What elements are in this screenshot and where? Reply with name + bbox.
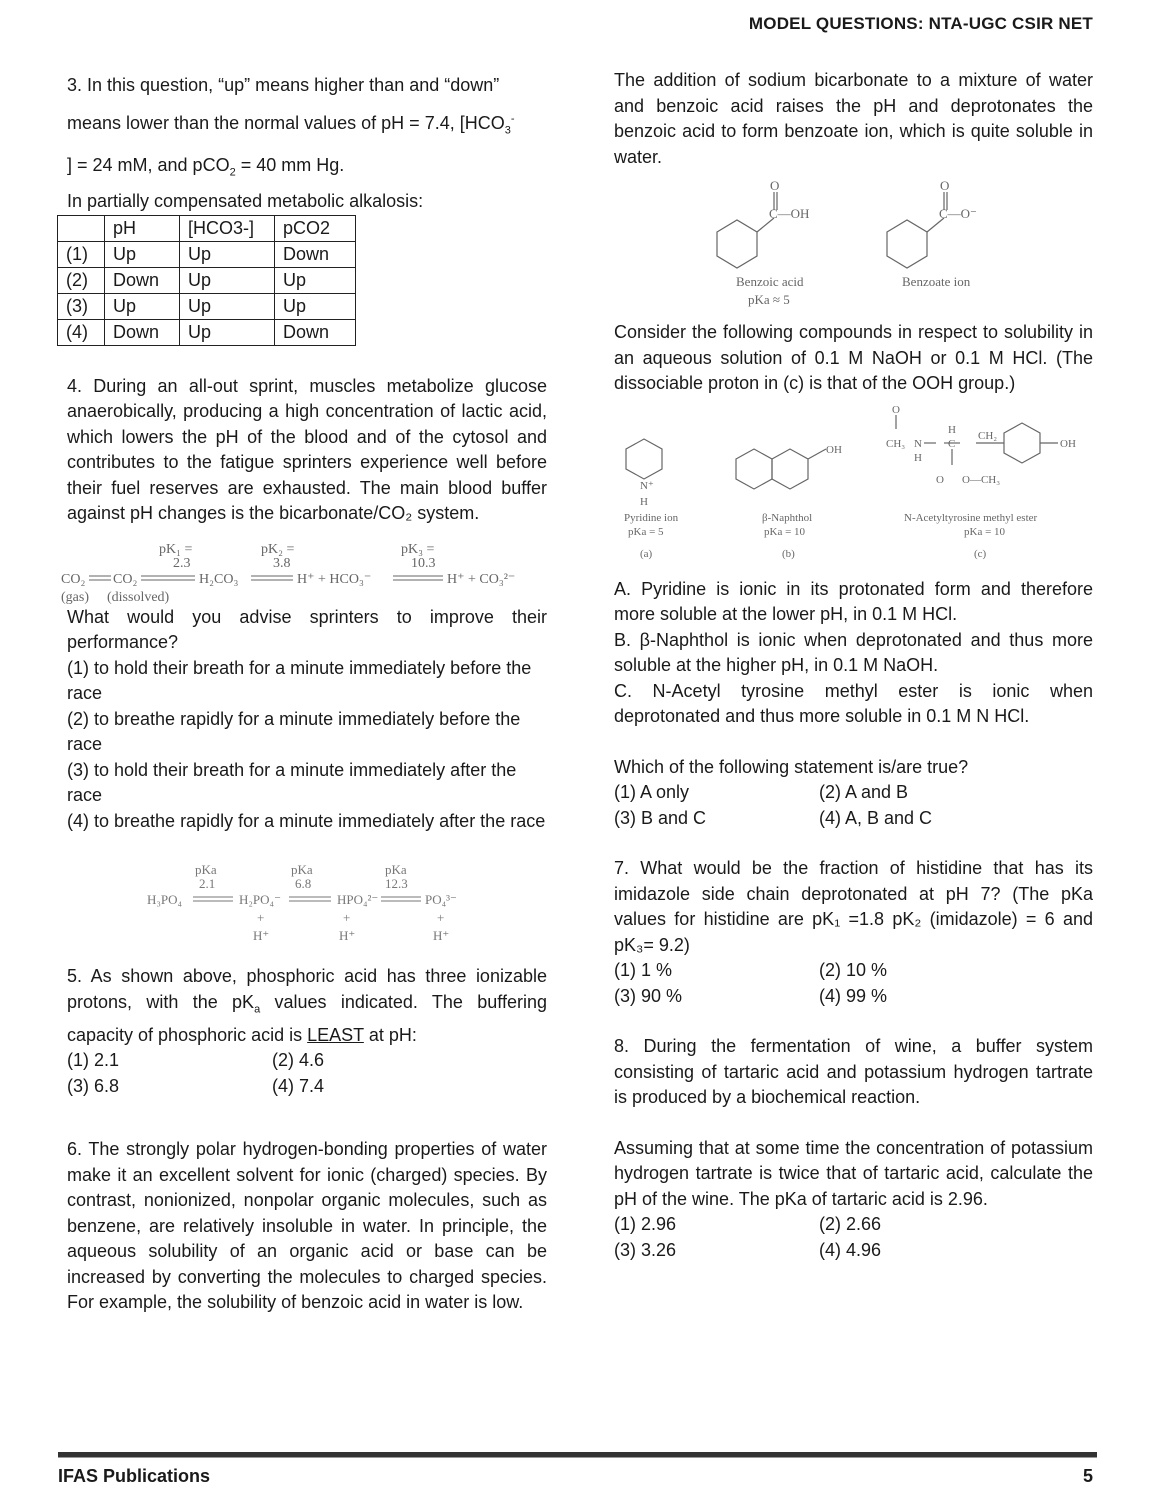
q7-option-3: (3) 90 % xyxy=(614,985,683,1006)
pka2-label: pKa xyxy=(291,862,313,878)
table-cell: (4) xyxy=(58,319,105,345)
species-po4: PO₄³⁻ xyxy=(425,892,457,908)
hydrogen-atom: H xyxy=(640,495,648,508)
q4-option-1: (1) to hold their breath for a minute immediately before the race xyxy=(67,657,532,704)
plus-sign: + xyxy=(343,910,351,926)
plus-sign: + xyxy=(257,910,265,926)
pyridine-ring-icon xyxy=(626,439,662,479)
q5-options xyxy=(67,1048,547,1099)
equilibrium-arrows xyxy=(89,576,443,580)
table-cell: Up xyxy=(105,241,180,267)
tyrosine-ester-label: N-Acetyltyrosine methyl ester xyxy=(904,511,1038,524)
q3-line3b-text: = 40 mm Hg. xyxy=(235,154,345,175)
table-row xyxy=(58,241,356,267)
q6-continuation: The addition of sodium bicarbonate to a mixture of water and benzoic acid raises the pH and deprotonates the benzoic acid to form benzoate ion, which is quite soluble in water. xyxy=(614,70,1093,167)
table-cell: Up xyxy=(105,293,180,319)
pk1-value: 2.3 xyxy=(173,555,191,571)
table-cell: Up xyxy=(180,267,275,293)
pka1-value: 2.1 xyxy=(199,876,216,892)
q8-text2: Assuming that at some time the concentration of potassium hydrogen tartrate is twice that of tartaric acid, calculate the pH of the wine. The pKa of tartaric acid is 2.96. xyxy=(614,1137,1093,1209)
table-header-cell: pCO2 xyxy=(275,215,356,241)
question-6 xyxy=(67,1137,547,1316)
pka3-label: pKa xyxy=(385,862,407,878)
q3-line1: 3. In this question, “up” means higher than and “down” xyxy=(67,75,500,95)
species-h2co3: H₂CO₃ xyxy=(199,571,239,587)
q5-option-4: (4) 7.4 xyxy=(272,1075,325,1096)
pka3-value: 12.3 xyxy=(385,876,408,892)
species-hpo4: HPO₄²⁻ xyxy=(337,892,379,908)
hydroxyl-label: OH xyxy=(1060,437,1076,450)
pyridine-pka: pKa = 5 xyxy=(628,525,664,538)
table-cell: Down xyxy=(275,319,356,345)
compounds-diagram xyxy=(614,397,1093,577)
table-row xyxy=(58,267,356,293)
table-cell: Down xyxy=(105,319,180,345)
q7-text: 7. What would be the fraction of histidine that has its imidazole side chain deprotonated at pH 7? (The pKa values for histidine are pK₁ =1.8 pK₂ (imidazole) = 6 and pK₃= 9.2) xyxy=(614,858,1093,955)
question-8 xyxy=(614,1034,1093,1263)
question-7 xyxy=(614,856,1093,1009)
plus-sign: + xyxy=(437,910,445,926)
q8-options xyxy=(614,1212,1093,1263)
table-row xyxy=(58,319,356,345)
q5-text-a: 5. As shown above, phosphoric acid has three ionizable protons, with the pK xyxy=(67,966,547,1012)
q3-line3-text: ] = 24 mM, and pCO xyxy=(67,154,230,175)
phosphoric-acid-figure xyxy=(67,862,547,990)
naphthol-ring-icon xyxy=(736,449,772,489)
q5-text-c: at pH: xyxy=(363,1024,417,1045)
q7-option-1: (1) 1 % xyxy=(614,960,673,980)
compound-b-tag: (b) xyxy=(782,547,795,560)
compounds-figure xyxy=(614,397,1093,577)
left-column xyxy=(61,68,547,1316)
phosphoric-acid-diagram xyxy=(67,862,547,990)
q3-line2: means lower than the normal values of pH = 7.4, [$HCO_3^-$ xyxy=(67,113,515,137)
q6-statement-b: B. β-Naphthol is ionic when deprotonated and thus more soluble at the higher pH, in 0.1 M NaOH. xyxy=(614,629,1093,675)
benzoic-benzoate-diagram xyxy=(614,170,1093,320)
q4-text: 4. During an all-out sprint, muscles metabolize glucose anaerobically, producing a high concentration of lactic acid, which lowers the pH of the blood and of the cytosol and contributes to the fatigue sprinters experience well before their fuel reserves are exhausted. The main blood buffer against pH changes is the bicarbonate/CO₂ system. xyxy=(67,375,547,524)
benzene-ring-icon xyxy=(717,220,757,268)
q4-question: What would you advise sprinters to improve their performance? xyxy=(67,606,547,653)
species-co2-gas: CO₂ xyxy=(61,571,86,587)
species-h3po4: H₃PO₄ xyxy=(147,892,183,908)
q3-options-table xyxy=(57,215,356,346)
species-co2-dissolved: CO₂ xyxy=(113,571,138,587)
compound-c-tag: (c) xyxy=(974,547,987,560)
q7-options xyxy=(614,958,1093,1009)
table-cell: Up xyxy=(180,293,275,319)
benzoic-acid-pka: pKa ≈ 5 xyxy=(748,292,790,307)
benzoate-ion-label: Benzoate ion xyxy=(902,274,971,289)
table-cell: Down xyxy=(105,267,180,293)
q3-intro: In partially compensated metabolic alkalosis: xyxy=(67,191,424,212)
bicarbonate-equation-figure xyxy=(61,539,547,619)
species-hco3: H⁺ + HCO₃⁻ xyxy=(297,571,372,587)
methyl-label: CH₃ xyxy=(886,437,906,450)
q6-options xyxy=(614,780,1093,831)
q8-option-4: (4) 4.96 xyxy=(819,1239,882,1260)
oxygen-atom: O xyxy=(940,178,950,193)
hydroxyl-label: OH xyxy=(826,443,842,456)
tyrosine-ester-pka: pKa = 10 xyxy=(964,525,1006,538)
footer-publisher: IFAS Publications xyxy=(58,1466,211,1486)
benzoic-acid-label: Benzoic acid xyxy=(736,274,804,289)
q4-option-2: (2) to breathe rapidly for a minute immediately before the race xyxy=(67,708,521,755)
q6-statement-a: A. Pyridine is ionic in its protonated form and therefore more soluble at the lower pH, in 0.1 M HCl. xyxy=(614,578,1093,624)
q6-statement-c: C. N-Acetyl tyrosine methyl ester is ionic when deprotonated and thus more soluble in 0.1 M N HCl. xyxy=(614,680,1093,726)
bicarbonate-equilibrium-diagram xyxy=(61,539,541,619)
q3-line2-text: means lower than the normal values of pH = 7.4, [HCO xyxy=(67,113,505,133)
oxygen-atom: O xyxy=(936,473,944,486)
table-header-row xyxy=(58,215,356,241)
table-header-cell: pH xyxy=(105,215,180,241)
benzene-ring-icon xyxy=(887,220,927,268)
q4-option-4: (4) to breathe rapidly for a minute immediately after the race xyxy=(67,810,546,831)
table-cell: Down xyxy=(275,241,356,267)
proton-label: H⁺ xyxy=(339,928,356,944)
q5-text-b: values indicated. The buffering capacity of phosphoric acid is xyxy=(67,991,547,1045)
carbon-atom: C xyxy=(948,437,956,450)
compound-a-tag: (a) xyxy=(640,547,653,560)
species-co3: H⁺ + CO₃²⁻ xyxy=(447,571,516,587)
naphthol-ring-icon xyxy=(772,449,808,489)
q6-option-4: (4) A, B and C xyxy=(819,807,933,828)
naphthol-label: β-Naphthol xyxy=(762,511,813,524)
hydrogen-atom: H xyxy=(948,423,956,436)
q6-option-3: (3) B and C xyxy=(614,807,707,828)
q4-option-3: (3) to hold their breath for a minute immediately after the race xyxy=(67,759,517,806)
pk3-value: 10.3 xyxy=(411,555,436,571)
oxygen-atom: O xyxy=(892,403,900,416)
label-gas: (gas) xyxy=(61,589,89,605)
q8-text: 8. During the fermentation of wine, a buffer system consisting of tartaric acid and potassium hydrogen tartrate is produced by a biochemical reaction. xyxy=(614,1036,1093,1107)
q8-option-2: (2) 2.66 xyxy=(819,1214,882,1234)
q6-consider: Consider the following compounds in respect to solubility in an aqueous solution of 0.1 M NaOH or 0.1 M HCl. (The dissociable proton in (c) is that of the OOH group.) xyxy=(614,322,1093,393)
table-cell: Up xyxy=(275,293,356,319)
q7-option-2: (2) 10 % xyxy=(819,960,888,980)
proton-label: H⁺ xyxy=(253,928,270,944)
pk2-label: pK₂ = xyxy=(261,541,295,557)
table-cell: (2) xyxy=(58,267,105,293)
question-4 xyxy=(61,374,547,835)
q7-option-4: (4) 99 % xyxy=(819,985,888,1006)
oxygen-atom: O xyxy=(770,178,780,193)
pka1-label: pKa xyxy=(195,862,217,878)
q6-option-2: (2) A and B xyxy=(819,782,909,802)
table-cell: Up xyxy=(180,319,275,345)
carboxyl-group-label: C—OH xyxy=(769,206,810,221)
proton-label: H⁺ xyxy=(433,928,450,944)
q5-option-3: (3) 6.8 xyxy=(67,1075,120,1096)
label-dissolved: (dissolved) xyxy=(107,589,170,605)
pk2-value: 3.8 xyxy=(273,555,291,571)
tyrosine-ring-icon xyxy=(1004,423,1040,463)
page-header-title: MODEL QUESTIONS: NTA-UGC CSIR NET xyxy=(748,14,1093,33)
table-cell: Up xyxy=(275,267,356,293)
q5-text-sub: a xyxy=(254,1003,261,1016)
q5-text-least: LEAST xyxy=(307,1024,364,1045)
species-h2po4: H₂PO₄⁻ xyxy=(239,892,281,908)
q3-line3: ] = 24 mM, and pCO$_2$ = 40 mm Hg. xyxy=(67,154,345,179)
table-cell: Up xyxy=(180,241,275,267)
nitrogen-atom: N xyxy=(914,437,922,450)
hydrogen-atom: H xyxy=(914,451,922,464)
footer-page-number: 5 xyxy=(1082,1466,1093,1486)
pk3-label: pK₃ = xyxy=(401,541,435,557)
footer-divider xyxy=(58,1452,1097,1458)
q6-option-1: (1) A only xyxy=(614,782,690,802)
methylene-label: CH₂ xyxy=(978,429,998,442)
equilibrium-arrows xyxy=(193,897,421,901)
table-cell: (3) xyxy=(58,293,105,319)
q5-option-1: (1) 2.1 xyxy=(67,1050,120,1071)
q5-option-2: (2) 4.6 xyxy=(272,1050,325,1071)
q8-option-3: (3) 3.26 xyxy=(614,1239,677,1260)
benzoic-acid-figure xyxy=(614,170,1093,320)
table-row xyxy=(58,293,356,319)
pyridine-label: Pyridine ion xyxy=(624,511,679,524)
nitrogen-atom: N⁺ xyxy=(640,479,654,492)
q6-text: 6. The strongly polar hydrogen-bonding properties of water make it an excellent solvent for ionic (charged) species. By contrast, nonionized, nonpolar organic molecules, such as benzene, are relatively insoluble in water. In principle, the aqueous solubility of an organic acid or base can be increased by converting the molecules to charged species. For example, the solubility of benzoic acid in water is low. xyxy=(67,1139,547,1313)
carboxylate-group-label: C—O⁻ xyxy=(939,206,977,221)
table-header-cell xyxy=(58,215,105,241)
naphthol-pka: pKa = 10 xyxy=(764,525,806,538)
pka2-value: 6.8 xyxy=(295,876,312,892)
table-header-cell: [HCO3-] xyxy=(180,215,275,241)
question-3 xyxy=(67,68,547,346)
right-column xyxy=(614,68,1093,1263)
q6-question: Which of the following statement is/are true? xyxy=(614,756,969,777)
methoxy-label: O—CH₃ xyxy=(962,473,1001,486)
q8-option-1: (1) 2.96 xyxy=(614,1214,677,1234)
table-cell: (1) xyxy=(58,241,105,267)
pk1-label: pK₁ = xyxy=(159,541,193,557)
